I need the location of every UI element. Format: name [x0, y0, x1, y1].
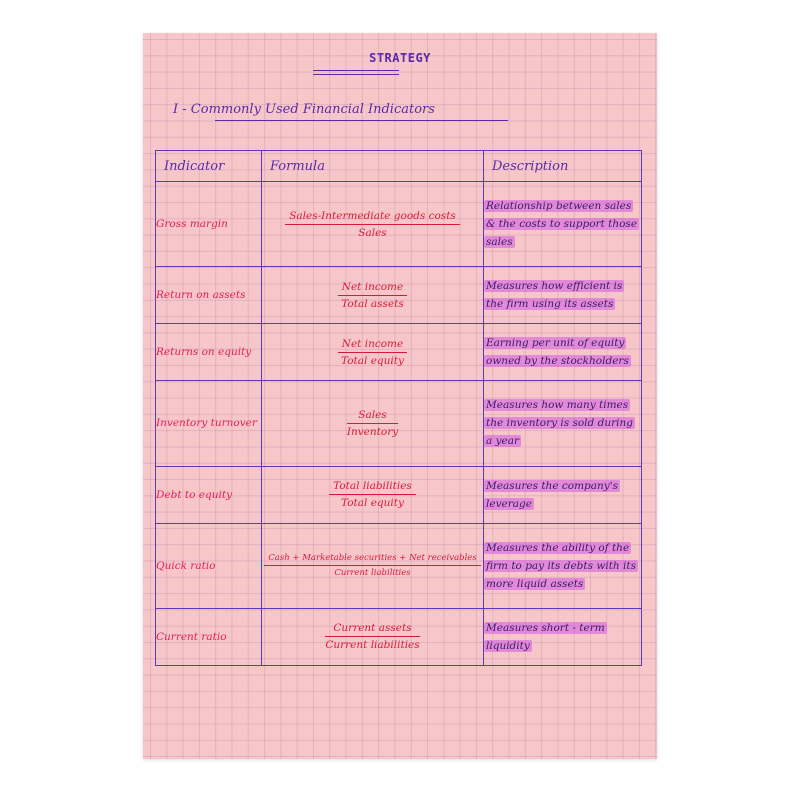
indicator-name: Debt to equity	[156, 466, 262, 523]
formula-denominator: Inventory	[346, 425, 399, 438]
description	[484, 466, 642, 523]
header-indicator: Indicator	[156, 151, 262, 182]
description-text: Earning per unit of equity owned by the stockholders	[486, 337, 629, 368]
section-underline	[215, 120, 508, 121]
description-text: Measures how many times the inventory is sold during a year	[486, 399, 633, 448]
table-row	[156, 182, 642, 267]
indicator-name: Returns on equity	[156, 324, 262, 381]
formula-numerator: Current assets	[325, 622, 419, 637]
table-row	[156, 267, 642, 324]
formula	[262, 267, 484, 324]
description-text: Measures how efficient is the firm using its assets	[486, 280, 623, 311]
formula	[262, 381, 484, 466]
description-text: Measures the company's leverage	[486, 479, 618, 510]
formula-denominator: Current liabilities	[334, 568, 411, 579]
description-text: Measures the ability of the firm to pay its debts with its more liquid assets	[486, 541, 636, 590]
description	[484, 324, 642, 381]
description-text: Relationship between sales & the costs to support those sales	[486, 200, 638, 249]
title-underline	[313, 74, 399, 75]
table-row	[156, 608, 642, 665]
indicator-name: Quick ratio	[156, 523, 262, 608]
formula-denominator: Total equity	[341, 497, 404, 510]
formula	[262, 182, 484, 267]
formula-numerator: Total liabilities	[329, 480, 416, 495]
formula-denominator: Current liabilities	[325, 639, 420, 652]
formula	[262, 324, 484, 381]
formula-denominator: Total assets	[341, 297, 404, 310]
note-paper	[143, 33, 657, 759]
formula	[262, 608, 484, 665]
description	[484, 381, 642, 466]
description	[484, 182, 642, 267]
page-title: STRATEGY	[369, 51, 431, 65]
table-header-row	[156, 151, 642, 182]
indicator-name: Inventory turnover	[156, 381, 262, 466]
header-description: Description	[484, 151, 642, 182]
formula	[262, 523, 484, 608]
formula-denominator: Sales	[358, 226, 387, 239]
description-text: Measures short - term liquidity	[486, 621, 605, 652]
formula-numerator: Net income	[338, 281, 407, 296]
table-row	[156, 324, 642, 381]
table-row	[156, 523, 642, 608]
indicator-table	[155, 150, 642, 666]
formula-numerator: Sales-Intermediate goods costs	[285, 210, 460, 225]
indicator-name: Current ratio	[156, 608, 262, 665]
table-row	[156, 381, 642, 466]
header-formula: Formula	[262, 151, 484, 182]
formula-numerator: Sales	[347, 409, 398, 424]
title-underline	[313, 70, 399, 71]
table-row	[156, 466, 642, 523]
description	[484, 608, 642, 665]
indicator-name: Return on assets	[156, 267, 262, 324]
description	[484, 267, 642, 324]
formula	[262, 466, 484, 523]
description	[484, 523, 642, 608]
formula-numerator: Cash + Marketable securities + Net receivables	[264, 553, 480, 566]
section-heading: I - Commonly Used Financial Indicators	[173, 102, 435, 117]
formula-numerator: Net income	[338, 338, 407, 353]
indicator-name: Gross margin	[156, 182, 262, 267]
formula-denominator: Total equity	[341, 354, 404, 367]
